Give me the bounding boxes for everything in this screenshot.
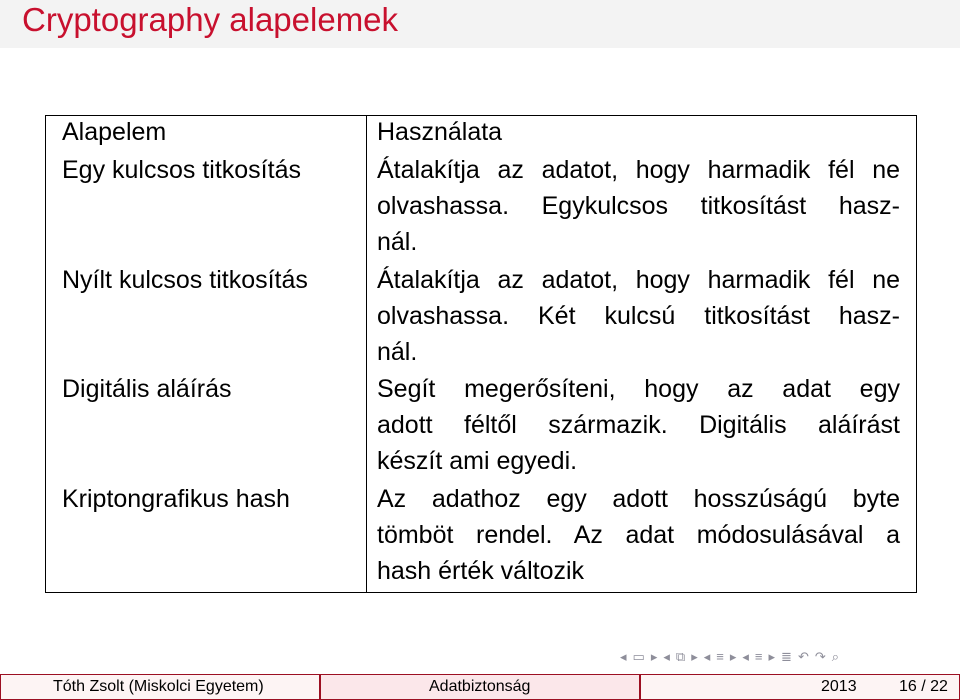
nav-right-arrow-icon[interactable]: ▸: [691, 649, 698, 664]
usage-line: Az adathoz egy adott hosszúságú byte: [377, 485, 900, 513]
nav-undo-icon[interactable]: ↶: [797, 649, 809, 664]
row-term-digital-signature: Digitális aláírás: [62, 375, 232, 403]
usage-line: nál.: [377, 338, 418, 366]
row-usage-hash: [377, 481, 900, 589]
nav-search-icon[interactable]: ⌕: [831, 649, 840, 664]
nav-frame-icon[interactable]: ▭: [632, 649, 645, 664]
footer-author-box: [0, 674, 320, 700]
footer-course-box: [320, 674, 640, 700]
nav-left-arrow-icon[interactable]: ◂: [742, 649, 749, 664]
nav-section-icon[interactable]: ≡: [716, 649, 724, 664]
usage-line: tömböt rendel. Az adat módosulásával a: [377, 521, 900, 549]
nav-subsection-icon[interactable]: ⧉: [675, 649, 686, 664]
footer: [0, 674, 960, 700]
nav-align-icon[interactable]: ≣: [781, 649, 792, 664]
usage-line: adott féltől származik. Digitális aláírást: [377, 411, 900, 439]
usage-line: Átalakítja az adatot, hogy harmadik fél ne: [377, 156, 900, 184]
nav-left-arrow-icon[interactable]: ◂: [663, 649, 670, 664]
table-column-divider: [366, 115, 367, 593]
table-header-usage: Használata: [377, 118, 503, 146]
nav-redo-icon[interactable]: ↷: [814, 649, 826, 664]
usage-line: nál.: [377, 228, 418, 256]
nav-right-arrow-icon[interactable]: ▸: [729, 649, 737, 664]
nav-section-icon[interactable]: ≡: [754, 649, 763, 664]
row-term-hash: Kriptongrafikus hash: [62, 485, 290, 513]
footer-author: Tóth Zsolt (Miskolci Egyetem): [53, 678, 264, 695]
nav-left-arrow-icon[interactable]: ◂: [703, 649, 711, 664]
table-header-concept: Alapelem: [62, 118, 167, 146]
footer-page-number: 16 / 22: [899, 678, 948, 695]
row-usage-public-key: [377, 262, 900, 370]
footer-year: 2013: [821, 678, 857, 695]
usage-line: Átalakítja az adatot, hogy harmadik fél ne: [377, 266, 900, 294]
usage-line: Segít megerősíteni, hogy az adat egy: [377, 375, 900, 403]
slide-title: Cryptography alapelemek: [22, 1, 399, 38]
row-term-public-key: Nyílt kulcsos titkosítás: [62, 266, 308, 294]
usage-line: olvashassa. Két kulcsú titkosítást hasz-: [377, 302, 900, 330]
usage-line: készít ami egyedi.: [377, 447, 578, 475]
usage-line: hash érték változik: [377, 557, 585, 585]
row-usage-symmetric: [377, 152, 900, 260]
nav-left-arrow-icon[interactable]: ◂: [620, 649, 627, 664]
footer-course: Adatbiztonság: [429, 678, 531, 695]
nav-right-arrow-icon[interactable]: ▸: [650, 649, 658, 664]
nav-right-arrow-icon[interactable]: ▸: [768, 649, 776, 664]
footer-meta-box: [640, 674, 960, 700]
row-usage-digital-signature: [377, 371, 900, 479]
usage-line: olvashassa. Egykulcsos titkosítást hasz-: [377, 192, 900, 220]
navigation-bar: [620, 648, 839, 666]
row-term-symmetric: Egy kulcsos titkosítás: [62, 156, 301, 184]
